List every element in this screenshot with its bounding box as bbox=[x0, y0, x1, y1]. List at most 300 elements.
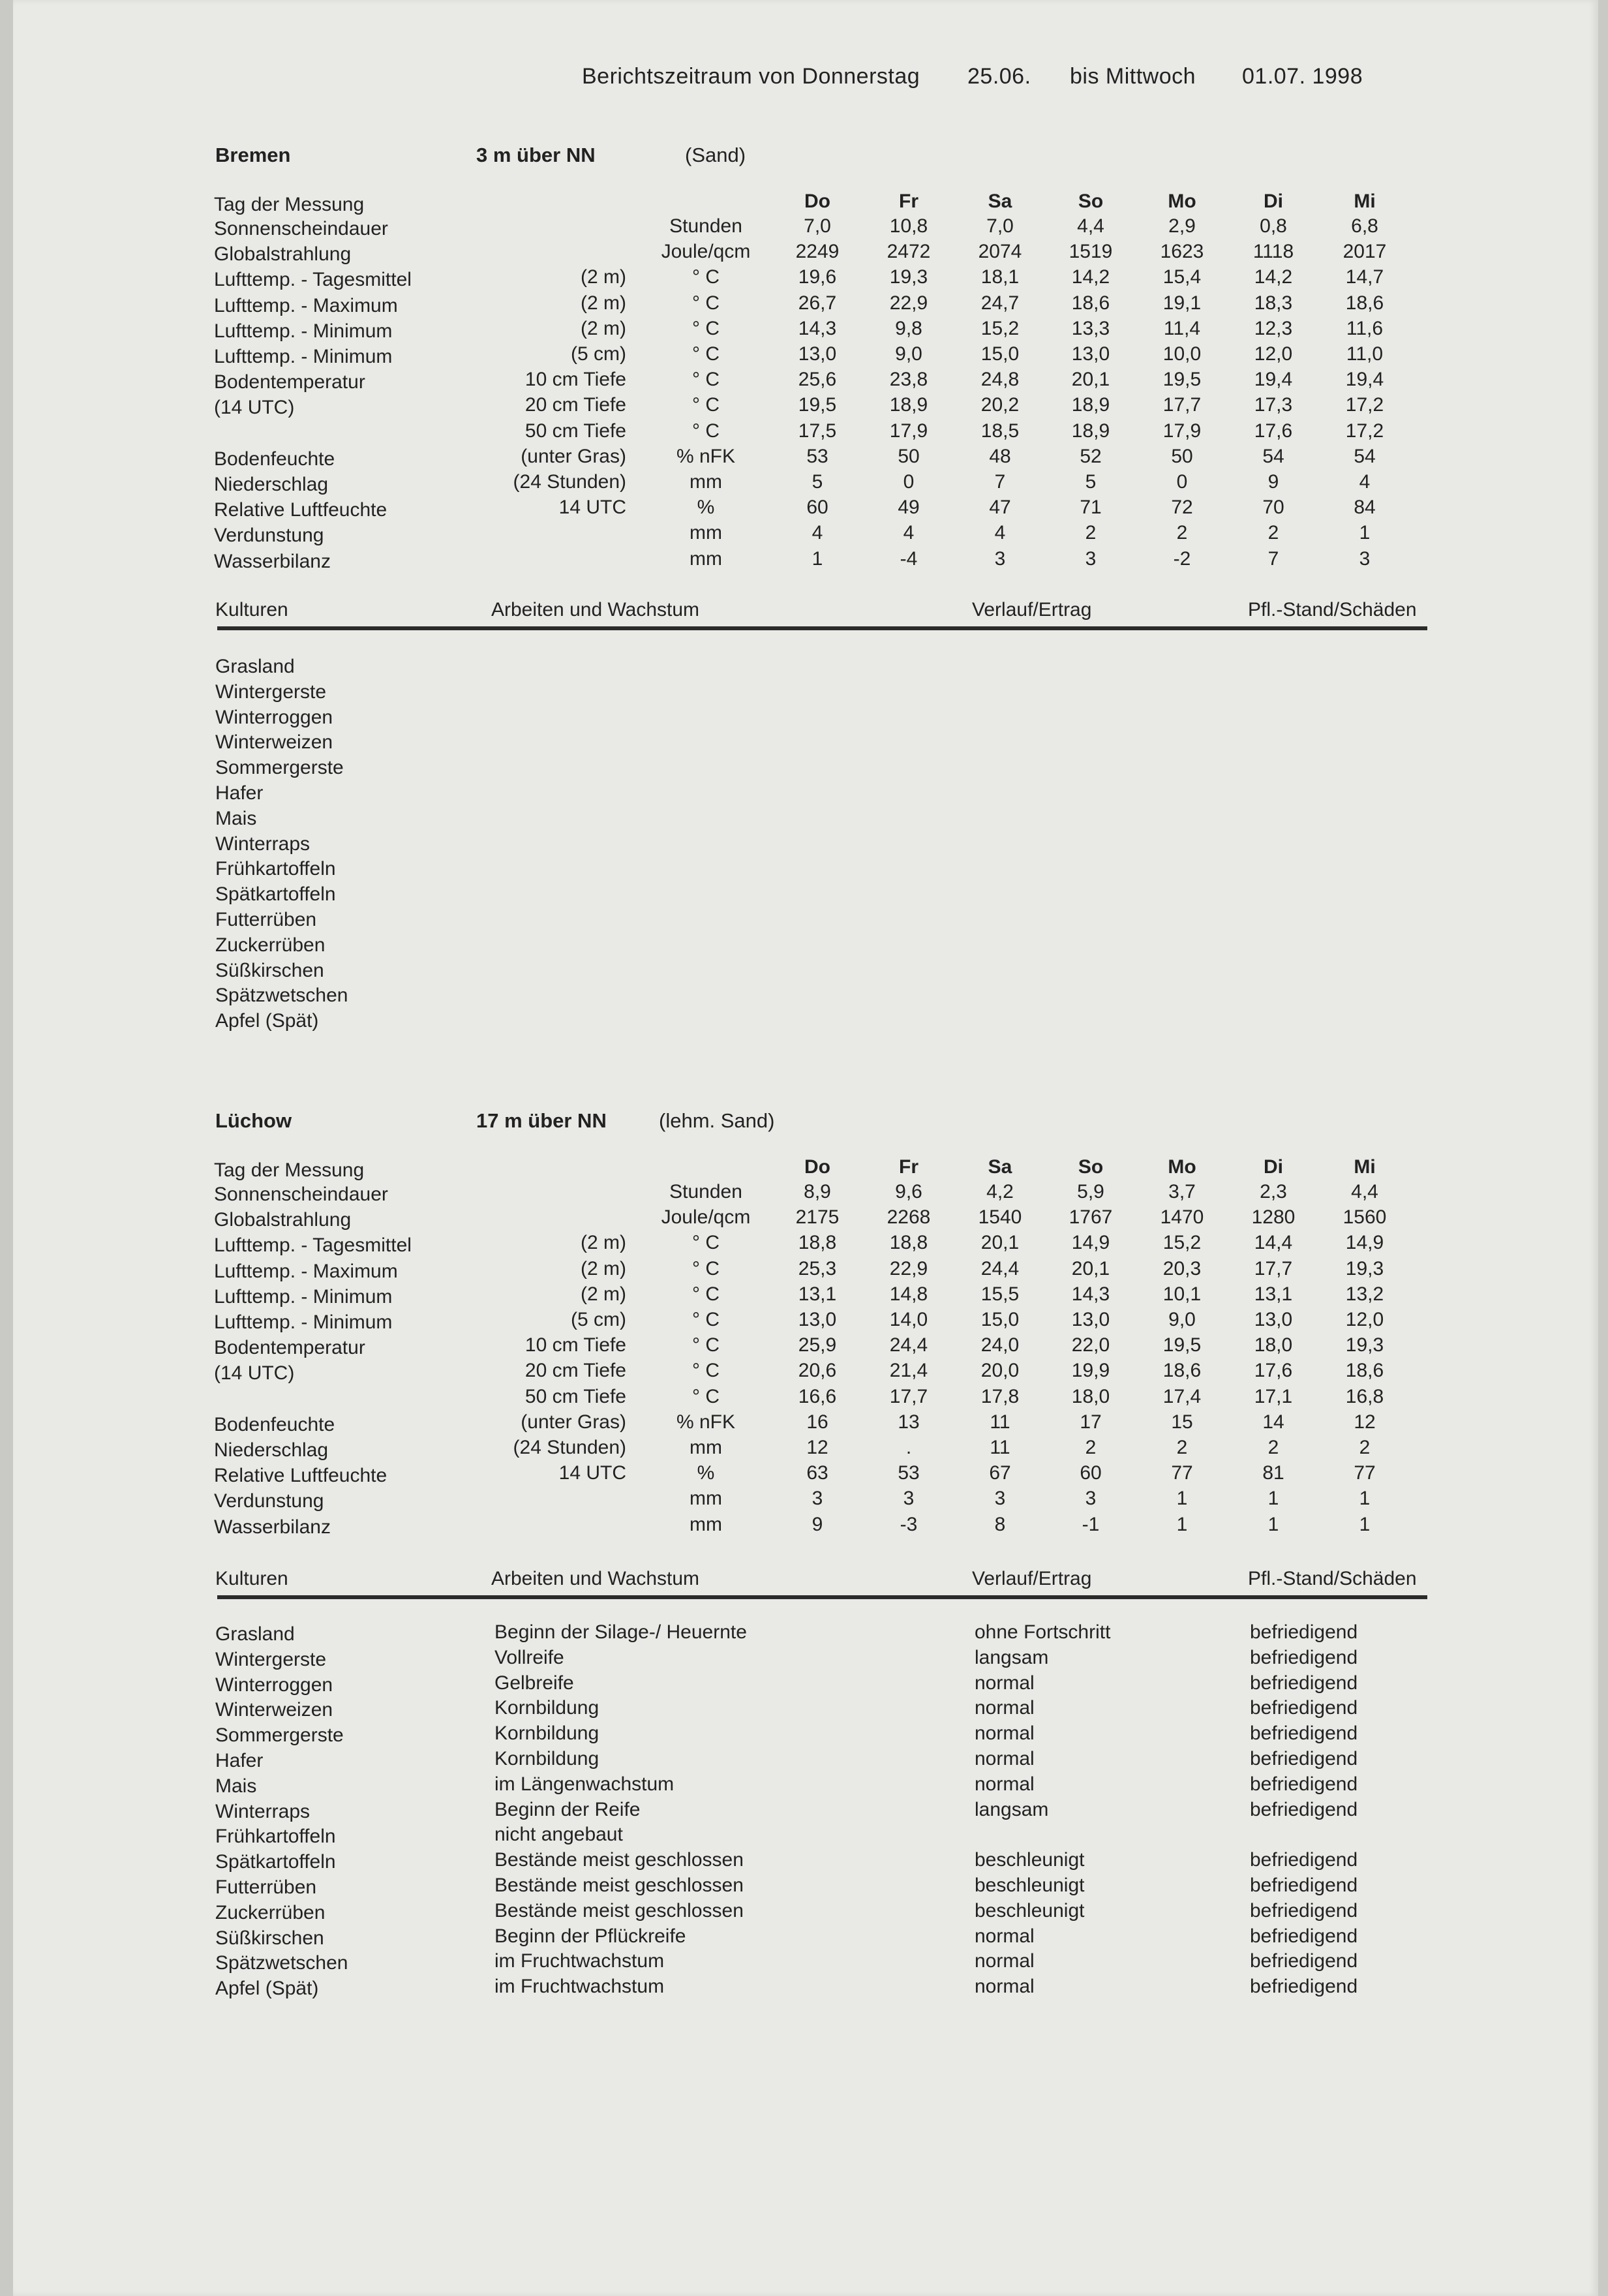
measure-value: 1 bbox=[1176, 1513, 1188, 1535]
measure-value: 84 bbox=[1354, 497, 1376, 519]
measure-value: 25,3 bbox=[798, 1257, 837, 1279]
measure-value: 17,6 bbox=[1254, 420, 1293, 442]
crop-work: Beginn der Pflückreife bbox=[494, 1925, 686, 1947]
measure-value: 18,0 bbox=[1071, 1385, 1110, 1407]
measure-value: 13,1 bbox=[1254, 1283, 1293, 1305]
crop-state: befriedigend bbox=[1250, 1798, 1358, 1820]
crop-name: Zuckerrüben bbox=[215, 1901, 326, 1923]
crop-work: Kornbildung bbox=[494, 1697, 599, 1719]
crop-work: Kornbildung bbox=[494, 1722, 599, 1745]
measure-unit: ° C bbox=[692, 343, 720, 365]
measure-unit: Stunden bbox=[669, 215, 742, 237]
measure-value: 2017 bbox=[1343, 241, 1387, 263]
measure-value: 1 bbox=[1176, 1488, 1188, 1510]
measure-value: 53 bbox=[806, 445, 828, 467]
crop-work: Bestände meist geschlossen bbox=[494, 1899, 744, 1921]
measure-value: 77 bbox=[1354, 1462, 1376, 1484]
measure-value: 70 bbox=[1262, 497, 1284, 519]
measure-qualifier: (2 m) bbox=[581, 266, 626, 288]
measure-value: 50 bbox=[898, 445, 920, 467]
measure-value: 72 bbox=[1171, 497, 1193, 519]
measure-qualifier: (5 cm) bbox=[571, 343, 626, 365]
measure-value: 14,3 bbox=[798, 317, 837, 339]
measure-value: 21,4 bbox=[889, 1360, 928, 1382]
crop-state: befriedigend bbox=[1250, 1849, 1358, 1871]
measure-value: 20,1 bbox=[980, 1232, 1020, 1254]
measure-qualifier: 20 cm Tiefe bbox=[524, 394, 626, 416]
measure-value: 53 bbox=[898, 1462, 920, 1484]
crop-trend: normal bbox=[975, 1976, 1035, 1998]
measure-value: 77 bbox=[1171, 1462, 1193, 1484]
measure-value: 15,5 bbox=[980, 1283, 1020, 1305]
crop-name: Spätzwetschen bbox=[215, 1952, 348, 1974]
measure-value: 4 bbox=[994, 522, 1006, 544]
crop-trend: beschleunigt bbox=[975, 1899, 1085, 1921]
measure-value: 1 bbox=[1267, 1488, 1279, 1510]
measure-value: -3 bbox=[900, 1513, 918, 1535]
measure-label: Lufttemp. - Minimum bbox=[214, 320, 393, 342]
measure-value: 9,0 bbox=[895, 343, 922, 365]
crop-name: Futterrüben bbox=[215, 1876, 317, 1898]
measure-value: 17,7 bbox=[1254, 1257, 1293, 1279]
measure-value: 15,0 bbox=[980, 343, 1020, 365]
measure-value: 13,0 bbox=[798, 1309, 837, 1330]
crop-name: Frühkartoffeln bbox=[215, 1826, 336, 1848]
measure-qualifier: 14 UTC bbox=[558, 1462, 626, 1484]
measure-value: 12,0 bbox=[1254, 343, 1293, 365]
measure-value: 18,8 bbox=[889, 1232, 928, 1254]
measure-value: 19,3 bbox=[889, 266, 928, 288]
measure-value: 25,9 bbox=[798, 1334, 837, 1356]
measure-value: 6,8 bbox=[1351, 215, 1378, 237]
day-header-sa: Sa bbox=[988, 1156, 1012, 1178]
measure-value: 15 bbox=[1171, 1411, 1193, 1433]
measure-value: 20,6 bbox=[798, 1360, 837, 1382]
measure-value: 13 bbox=[898, 1411, 920, 1433]
crop-trend: beschleunigt bbox=[975, 1875, 1085, 1896]
measure-unit: mm bbox=[690, 471, 722, 493]
crop-state: befriedigend bbox=[1250, 1875, 1358, 1896]
crop-work: Beginn der Silage-/ Heuernte bbox=[494, 1621, 747, 1643]
measure-label: Lufttemp. - Tagesmittel bbox=[214, 1234, 412, 1257]
measure-value: 2175 bbox=[795, 1206, 840, 1229]
crop-name: Frühkartoffeln bbox=[215, 858, 336, 880]
measure-value: 60 bbox=[1080, 1462, 1102, 1484]
crop-work: Vollreife bbox=[494, 1646, 564, 1668]
crop-name: Apfel (Spät) bbox=[215, 1010, 319, 1032]
crop-state: befriedigend bbox=[1250, 1976, 1358, 1998]
crop-work: Beginn der Reife bbox=[494, 1798, 641, 1820]
measure-label: Lufttemp. - Maximum bbox=[214, 294, 398, 316]
measure-label: Sonnenscheindauer bbox=[214, 218, 388, 239]
measure-label: Verdunstung bbox=[214, 525, 324, 547]
measure-value: 17,2 bbox=[1345, 420, 1384, 442]
measure-value: 18,9 bbox=[889, 394, 928, 416]
end-date: 01.07. 1998 bbox=[1242, 64, 1363, 89]
measure-value: 18,9 bbox=[1071, 394, 1110, 416]
measure-value: 18,6 bbox=[1345, 1360, 1384, 1382]
measure-value: 4,2 bbox=[986, 1181, 1014, 1202]
measure-value: 15,2 bbox=[1162, 1232, 1202, 1254]
measure-value: 15,4 bbox=[1162, 266, 1202, 288]
measure-value: 2472 bbox=[887, 241, 931, 263]
measure-value: 13,0 bbox=[1254, 1309, 1293, 1330]
measure-value: 2 bbox=[1359, 1437, 1371, 1458]
measure-unit: ° C bbox=[692, 1283, 720, 1305]
measure-value: 12 bbox=[806, 1437, 828, 1458]
measure-value: 2249 bbox=[795, 241, 840, 263]
measure-value: 20,2 bbox=[980, 394, 1020, 416]
measure-value: 2 bbox=[1176, 522, 1188, 544]
day-header-so: So bbox=[1078, 191, 1104, 212]
measure-label: Bodenfeuchte bbox=[214, 1413, 335, 1435]
measure-value: 81 bbox=[1262, 1462, 1284, 1484]
measure-label: Lufttemp. - Minimum bbox=[214, 346, 393, 367]
measure-value: 24,0 bbox=[980, 1334, 1020, 1356]
measure-value: 9,6 bbox=[895, 1181, 922, 1202]
measure-unit: Stunden bbox=[669, 1181, 742, 1202]
crop-column-header: Kulturen bbox=[215, 599, 288, 620]
measure-value: 17,6 bbox=[1254, 1360, 1293, 1382]
measure-value: 18,0 bbox=[1254, 1334, 1293, 1356]
measure-unit: ° C bbox=[692, 394, 720, 416]
measure-value: 2,9 bbox=[1168, 215, 1196, 237]
measure-value: 17,7 bbox=[1162, 394, 1202, 416]
measure-value: 4 bbox=[812, 522, 823, 544]
measure-value: 24,7 bbox=[980, 292, 1020, 314]
measure-unit: mm bbox=[690, 547, 722, 570]
measure-value: 8 bbox=[994, 1513, 1006, 1535]
measure-value: 17,3 bbox=[1254, 394, 1293, 416]
measure-value: 13,3 bbox=[1071, 317, 1110, 339]
measure-label: Bodentemperatur bbox=[214, 1337, 365, 1359]
measure-value: 3,7 bbox=[1168, 1181, 1196, 1202]
measure-value: 60 bbox=[806, 497, 828, 519]
measure-value: 19,1 bbox=[1162, 292, 1202, 314]
measure-value: 1118 bbox=[1252, 241, 1294, 263]
crop-state: befriedigend bbox=[1250, 1773, 1358, 1795]
crop-name: Mais bbox=[215, 807, 257, 829]
measure-value: 5 bbox=[812, 471, 823, 493]
measure-value: 2,3 bbox=[1260, 1181, 1287, 1202]
measure-value: 10,1 bbox=[1162, 1283, 1202, 1305]
measure-value: 16,6 bbox=[798, 1385, 837, 1407]
measure-value: 3 bbox=[994, 547, 1006, 570]
measure-qualifier: 50 cm Tiefe bbox=[524, 1385, 626, 1407]
crop-trend: ohne Fortschritt bbox=[975, 1621, 1111, 1643]
measure-label: Relative Luftfeuchte bbox=[214, 499, 387, 521]
measure-value: 1 bbox=[1359, 1513, 1371, 1535]
crop-trend: normal bbox=[975, 1697, 1035, 1719]
header-rule bbox=[217, 626, 1427, 630]
day-header-di: Di bbox=[1264, 191, 1283, 212]
crop-name: Winterweizen bbox=[215, 731, 333, 754]
measure-value: 14 bbox=[1262, 1411, 1284, 1433]
measure-value: 17,9 bbox=[1162, 420, 1202, 442]
measure-value: 17,2 bbox=[1345, 394, 1384, 416]
measure-unit: ° C bbox=[692, 1334, 720, 1356]
measure-value: 1560 bbox=[1343, 1206, 1387, 1229]
crop-column-header: Arbeiten und Wachstum bbox=[491, 1568, 700, 1589]
measure-label: (14 UTC) bbox=[214, 1362, 295, 1385]
measure-value: 48 bbox=[989, 445, 1011, 467]
measure-value: 54 bbox=[1354, 445, 1376, 467]
crop-trend: normal bbox=[975, 1672, 1035, 1694]
measure-value: 2268 bbox=[887, 1206, 931, 1229]
measure-label: Wasserbilanz bbox=[214, 1516, 331, 1538]
day-header-fr: Fr bbox=[899, 1156, 918, 1178]
measure-value: 0 bbox=[1176, 471, 1188, 493]
day-header-fr: Fr bbox=[899, 191, 918, 212]
measure-unit: ° C bbox=[692, 1309, 720, 1330]
measure-qualifier: (2 m) bbox=[581, 1232, 626, 1254]
measure-value: 19,9 bbox=[1071, 1360, 1110, 1382]
crop-name: Spätkartoffeln bbox=[215, 1851, 336, 1873]
crop-name: Apfel (Spät) bbox=[215, 1978, 319, 2000]
crop-name: Futterrüben bbox=[215, 909, 317, 930]
measure-value: 2 bbox=[1267, 1437, 1279, 1458]
crop-name: Grasland bbox=[215, 656, 295, 677]
crop-column-header: Kulturen bbox=[215, 1568, 288, 1589]
crop-name: Sommergerste bbox=[215, 1724, 344, 1747]
measure-value: 1280 bbox=[1251, 1206, 1296, 1229]
measure-value: 10,0 bbox=[1162, 343, 1202, 365]
measure-label: Wasserbilanz bbox=[214, 550, 331, 572]
measure-qualifier: (unter Gras) bbox=[521, 445, 626, 467]
day-header-do: Do bbox=[804, 191, 830, 212]
measure-value: . bbox=[905, 1437, 912, 1458]
measure-value: 4 bbox=[1359, 471, 1371, 493]
header-rule bbox=[217, 1595, 1427, 1599]
day-header-di: Di bbox=[1264, 1156, 1283, 1178]
measure-value: 1470 bbox=[1160, 1206, 1204, 1229]
measure-value: 14,2 bbox=[1071, 266, 1110, 288]
measure-value: 3 bbox=[1359, 547, 1371, 570]
crop-state: befriedigend bbox=[1250, 1646, 1358, 1668]
crop-name: Sommergerste bbox=[215, 757, 344, 779]
measure-unit: mm bbox=[690, 1513, 722, 1535]
measure-value: 13,1 bbox=[798, 1283, 837, 1305]
measure-value: 1 bbox=[1359, 522, 1371, 544]
measure-value: 8,9 bbox=[804, 1181, 831, 1202]
measure-label: Relative Luftfeuchte bbox=[214, 1465, 387, 1487]
crop-name: Winterweizen bbox=[215, 1699, 333, 1721]
measure-value: 1 bbox=[1267, 1513, 1279, 1535]
measure-value: 4,4 bbox=[1077, 215, 1104, 237]
measure-value: 16 bbox=[806, 1411, 828, 1433]
crop-trend: langsam bbox=[975, 1646, 1049, 1668]
crop-work: Bestände meist geschlossen bbox=[494, 1849, 744, 1871]
crop-column-header: Pfl.-Stand/Schäden bbox=[1248, 1568, 1417, 1589]
crop-trend: normal bbox=[975, 1748, 1035, 1769]
measure-value: 11,6 bbox=[1346, 317, 1384, 339]
measure-value: 18,6 bbox=[1345, 292, 1384, 314]
measure-value: 11,4 bbox=[1163, 317, 1201, 339]
measure-value: 54 bbox=[1262, 445, 1284, 467]
measure-value: 2074 bbox=[978, 241, 1022, 263]
measure-value: 23,8 bbox=[889, 369, 928, 391]
measure-unit: mm bbox=[690, 522, 722, 544]
day-header-mo: Mo bbox=[1168, 1156, 1196, 1178]
measure-value: 12 bbox=[1354, 1411, 1376, 1433]
measure-value: 13,0 bbox=[798, 343, 837, 365]
crop-trend: normal bbox=[975, 1925, 1035, 1947]
measure-value: 24,8 bbox=[980, 369, 1020, 391]
measure-value: 18,1 bbox=[980, 266, 1020, 288]
crop-name: Süßkirschen bbox=[215, 959, 324, 981]
measure-unit: ° C bbox=[692, 420, 720, 442]
measure-qualifier: (2 m) bbox=[581, 292, 626, 314]
day-header-mo: Mo bbox=[1168, 191, 1196, 212]
crop-work: Kornbildung bbox=[494, 1748, 599, 1769]
measure-unit: % bbox=[697, 497, 715, 519]
crop-name: Süßkirschen bbox=[215, 1927, 324, 1949]
measure-value: 17,8 bbox=[980, 1385, 1020, 1407]
measure-value: 14,2 bbox=[1254, 266, 1293, 288]
crop-name: Spätkartoffeln bbox=[215, 883, 336, 906]
measure-value: 19,5 bbox=[1162, 369, 1202, 391]
measure-unit: % nFK bbox=[676, 445, 736, 467]
crop-state: befriedigend bbox=[1250, 1748, 1358, 1769]
crop-name: Wintergerste bbox=[215, 1648, 327, 1670]
measure-value: 20,3 bbox=[1162, 1257, 1202, 1279]
measure-value: 9 bbox=[812, 1513, 823, 1535]
measure-value: 11,0 bbox=[1346, 343, 1384, 365]
measure-value: 13,0 bbox=[1071, 343, 1110, 365]
measure-value: 50 bbox=[1171, 445, 1193, 467]
measure-value: 4 bbox=[903, 522, 915, 544]
measure-value: 3 bbox=[994, 1488, 1006, 1510]
measure-value: 5,9 bbox=[1077, 1181, 1104, 1202]
station-name: Lüchow bbox=[215, 1109, 292, 1132]
measure-value: 2 bbox=[1267, 522, 1279, 544]
measure-value: 7 bbox=[994, 471, 1006, 493]
day-header-do: Do bbox=[804, 1156, 830, 1178]
crop-name: Grasland bbox=[215, 1623, 295, 1645]
measure-value: 9,0 bbox=[1168, 1309, 1196, 1330]
measure-label: Lufttemp. - Minimum bbox=[214, 1285, 393, 1308]
measure-unit: mm bbox=[690, 1437, 722, 1458]
measure-unit: % bbox=[697, 1462, 715, 1484]
measure-unit: ° C bbox=[692, 1385, 720, 1407]
measure-label: Bodentemperatur bbox=[214, 371, 365, 393]
measure-label: Globalstrahlung bbox=[214, 1209, 352, 1231]
measure-value: 12,3 bbox=[1254, 317, 1293, 339]
measure-value: 3 bbox=[812, 1488, 823, 1510]
crop-work: Gelbreife bbox=[494, 1672, 574, 1694]
measure-qualifier: (2 m) bbox=[581, 1257, 626, 1279]
crop-name: Winterroggen bbox=[215, 706, 333, 728]
crop-name: Hafer bbox=[215, 1750, 264, 1771]
day-header-mi: Mi bbox=[1354, 1156, 1376, 1178]
measure-value: 12,0 bbox=[1345, 1309, 1384, 1330]
measure-unit: ° C bbox=[692, 1257, 720, 1279]
measure-value: 10,8 bbox=[889, 215, 928, 237]
measure-value: 14,3 bbox=[1071, 1283, 1110, 1305]
period-label: Berichtszeitraum von Donnerstag bbox=[582, 64, 920, 89]
measure-unit: ° C bbox=[692, 317, 720, 339]
measure-value: 18,6 bbox=[1071, 292, 1110, 314]
days-label: Tag der Messung bbox=[214, 1159, 365, 1181]
measure-value: 14,8 bbox=[889, 1283, 928, 1305]
measure-label: Sonnenscheindauer bbox=[214, 1184, 388, 1205]
measure-value: 0,8 bbox=[1260, 215, 1287, 237]
crop-work: Bestände meist geschlossen bbox=[494, 1875, 744, 1896]
measure-unit: ° C bbox=[692, 1360, 720, 1382]
measure-label: Verdunstung bbox=[214, 1490, 324, 1512]
measure-value: 7 bbox=[1267, 547, 1279, 570]
measure-value: 18,5 bbox=[980, 420, 1020, 442]
measure-value: 49 bbox=[898, 497, 920, 519]
measure-value: 20,0 bbox=[980, 1360, 1020, 1382]
measure-value: 52 bbox=[1080, 445, 1102, 467]
crop-name: Winterraps bbox=[215, 833, 311, 855]
measure-value: 19,5 bbox=[1162, 1334, 1202, 1356]
measure-value: 26,7 bbox=[798, 292, 837, 314]
measure-value: 3 bbox=[1085, 547, 1097, 570]
crop-work: nicht angebaut bbox=[494, 1824, 623, 1846]
measure-value: 20,1 bbox=[1071, 1257, 1110, 1279]
measure-value: 19,4 bbox=[1254, 369, 1293, 391]
measure-value: 1 bbox=[1359, 1488, 1371, 1510]
measure-value: 19,6 bbox=[798, 266, 837, 288]
measure-value: 2 bbox=[1176, 1437, 1188, 1458]
crop-state: befriedigend bbox=[1250, 1697, 1358, 1719]
measure-value: 19,3 bbox=[1345, 1257, 1384, 1279]
measure-value: 67 bbox=[989, 1462, 1011, 1484]
measure-unit: % nFK bbox=[676, 1411, 736, 1433]
days-label: Tag der Messung bbox=[214, 194, 365, 215]
start-date: 25.06. bbox=[967, 64, 1031, 89]
measure-value: 71 bbox=[1080, 497, 1102, 519]
measure-value: 20,1 bbox=[1071, 369, 1110, 391]
measure-value: 19,4 bbox=[1345, 369, 1384, 391]
measure-value: 17,7 bbox=[889, 1385, 928, 1407]
crop-work: im Fruchtwachstum bbox=[494, 1950, 665, 1972]
measure-value: -2 bbox=[1173, 547, 1191, 570]
measure-value: 9,8 bbox=[895, 317, 922, 339]
measure-unit: ° C bbox=[692, 292, 720, 314]
measure-value: 1 bbox=[812, 547, 823, 570]
measure-qualifier: 10 cm Tiefe bbox=[524, 1334, 626, 1356]
measure-value: 22,0 bbox=[1071, 1334, 1110, 1356]
crop-column-header: Arbeiten und Wachstum bbox=[491, 599, 700, 620]
measure-label: (14 UTC) bbox=[214, 397, 295, 419]
measure-value: 14,4 bbox=[1254, 1232, 1293, 1254]
measure-value: 1540 bbox=[978, 1206, 1022, 1229]
measure-value: 18,3 bbox=[1254, 292, 1293, 314]
measure-qualifier: (2 m) bbox=[581, 317, 626, 339]
measure-value: 14,9 bbox=[1345, 1232, 1384, 1254]
measure-value: 0 bbox=[903, 471, 915, 493]
measure-value: 16,8 bbox=[1345, 1385, 1384, 1407]
measure-value: 19,3 bbox=[1345, 1334, 1384, 1356]
day-header-so: So bbox=[1078, 1156, 1104, 1178]
document-page bbox=[13, 0, 1598, 2296]
crop-name: Winterraps bbox=[215, 1800, 311, 1822]
measure-value: 1623 bbox=[1160, 241, 1204, 263]
measure-value: 24,4 bbox=[980, 1257, 1020, 1279]
measure-label: Niederschlag bbox=[214, 1439, 329, 1461]
station-soil: (Sand) bbox=[685, 144, 746, 166]
station-altitude: 17 m über NN bbox=[476, 1109, 607, 1132]
crop-state: befriedigend bbox=[1250, 1672, 1358, 1694]
crop-trend: normal bbox=[975, 1773, 1035, 1795]
crop-name: Wintergerste bbox=[215, 681, 327, 703]
measure-unit: mm bbox=[690, 1488, 722, 1510]
measure-value: 24,4 bbox=[889, 1334, 928, 1356]
measure-value: 13,2 bbox=[1345, 1283, 1384, 1305]
